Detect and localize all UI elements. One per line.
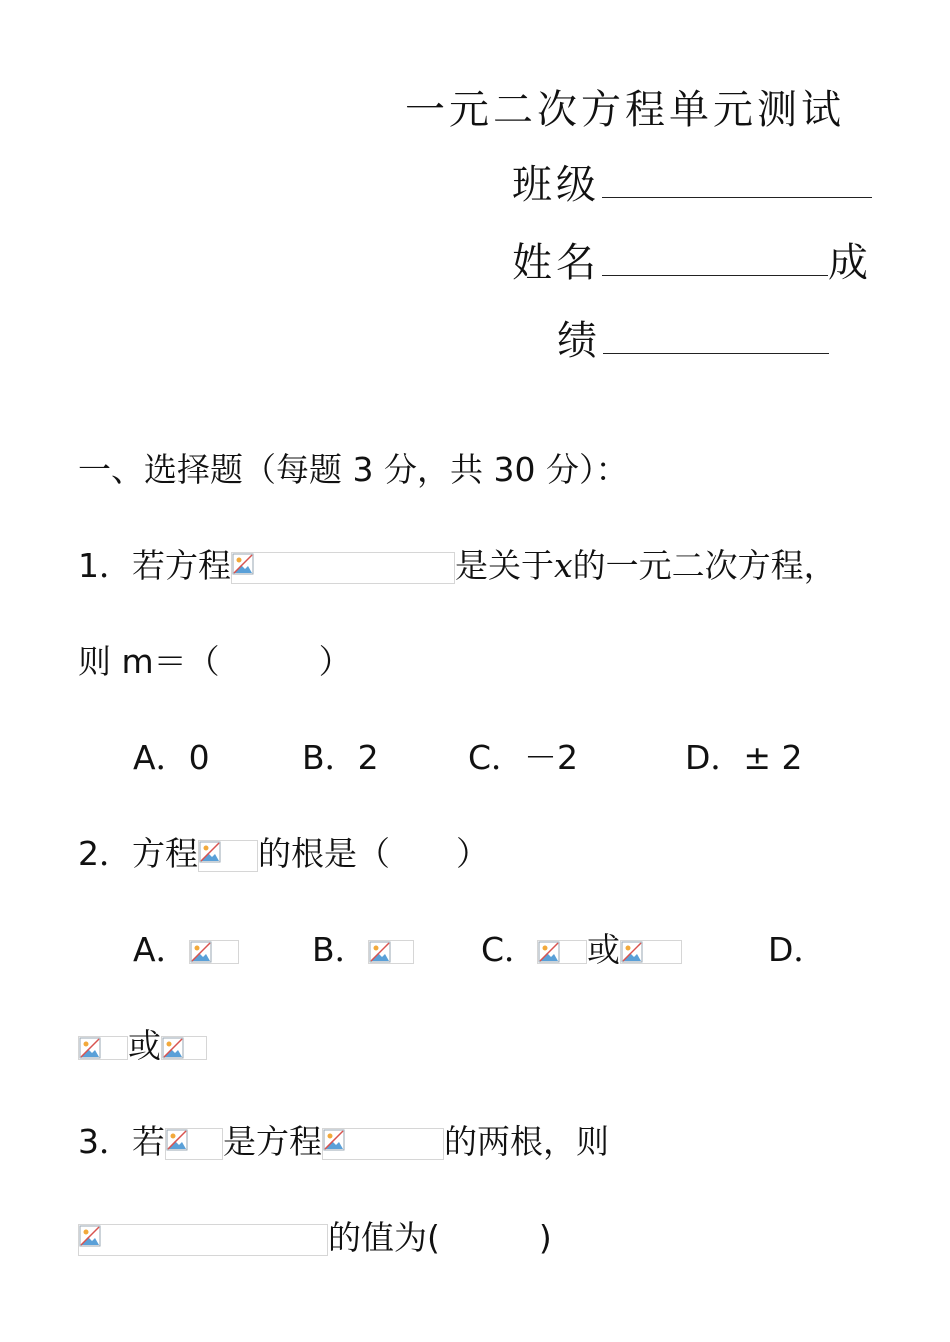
- broken-image-icon: [190, 941, 212, 963]
- broken-image-icon: [232, 553, 254, 575]
- option-label: C．: [481, 930, 538, 969]
- name-label: 姓名: [512, 240, 600, 286]
- question-3-continued: [78, 1218, 552, 1257]
- expression-image: [78, 1224, 328, 1256]
- broken-image-icon: [323, 1129, 345, 1151]
- equation-image: [231, 552, 455, 584]
- broken-image-icon: [166, 1129, 188, 1151]
- answer-image: [161, 1036, 207, 1060]
- q1-option-c[interactable]: C．－2: [468, 738, 579, 777]
- equation-image: [322, 1128, 444, 1160]
- equation-image: [198, 840, 258, 872]
- question-1-number: 1．: [78, 546, 132, 585]
- score-label-part1: 成: [828, 240, 872, 286]
- q1-option-b[interactable]: B．2: [302, 738, 379, 777]
- class-label: 班级: [512, 162, 600, 208]
- answer-image: [368, 940, 414, 964]
- q2-option-b[interactable]: [312, 930, 414, 969]
- question-3-number: 3．: [78, 1122, 132, 1161]
- question-3-text: 若: [132, 1122, 165, 1161]
- answer-image: [189, 940, 239, 964]
- broken-image-icon: [79, 1037, 101, 1059]
- broken-image-icon: [162, 1037, 184, 1059]
- broken-image-icon: [621, 941, 643, 963]
- question-1: [78, 546, 837, 585]
- question-1-text-continued: 则 m＝（ ）: [78, 642, 352, 681]
- answer-image: [78, 1036, 128, 1060]
- question-2-number: 2．: [78, 834, 132, 873]
- answer-image: [537, 940, 587, 964]
- q2-option-d-content[interactable]: [78, 1026, 207, 1065]
- q2-option-a[interactable]: [133, 930, 239, 969]
- question-1-text: 若方程: [132, 546, 231, 585]
- class-blank[interactable]: [602, 193, 872, 198]
- variable-x: x: [554, 546, 573, 585]
- score-field: [557, 318, 829, 364]
- question-2-text: 的根是（ ）: [258, 834, 489, 873]
- class-field: [512, 162, 872, 208]
- section-heading: 一、选择题（每题 3 分，共 30 分）：: [78, 450, 629, 489]
- question-3-text: 是方程: [223, 1122, 322, 1161]
- name-blank[interactable]: [602, 271, 828, 276]
- name-field: [512, 240, 872, 286]
- question-2-text: 方程: [132, 834, 198, 873]
- option-label: B．: [312, 930, 368, 969]
- or-word: 或: [587, 930, 621, 969]
- q2-option-c[interactable]: [481, 930, 682, 969]
- answer-image: [620, 940, 682, 964]
- document-title: 一元二次方程单元测试: [405, 87, 845, 133]
- option-label: A．: [133, 930, 189, 969]
- equation-image: [165, 1128, 223, 1160]
- question-3: [78, 1122, 609, 1161]
- question-1-text: 是关于: [455, 546, 554, 585]
- or-word: 或: [128, 1026, 161, 1065]
- q2-option-d[interactable]: D．: [768, 930, 827, 969]
- broken-image-icon: [538, 941, 560, 963]
- broken-image-icon: [79, 1225, 101, 1247]
- question-2: [78, 834, 489, 873]
- score-blank[interactable]: [603, 349, 829, 354]
- question-1-text: 的一元二次方程，: [572, 546, 837, 585]
- broken-image-icon: [369, 941, 391, 963]
- question-3-text: 的两根，则: [444, 1122, 609, 1161]
- question-3-text: 的值为( ): [328, 1218, 552, 1257]
- q1-option-d[interactable]: D．± 2: [685, 738, 803, 777]
- score-label-part2: 绩: [557, 318, 601, 364]
- broken-image-icon: [199, 841, 221, 863]
- q1-option-a[interactable]: A．0: [133, 738, 210, 777]
